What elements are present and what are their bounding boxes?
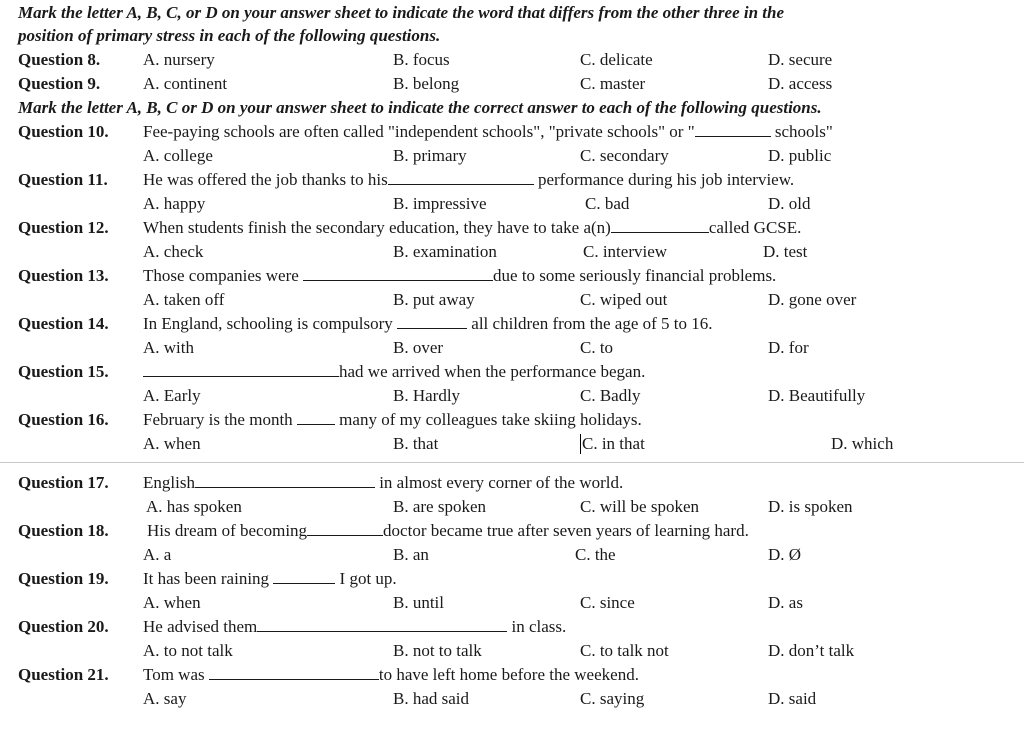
option-c[interactable]: C. master [580,74,646,93]
question-12 [0,216,1024,240]
question-13 [0,264,1024,288]
option-d[interactable]: D. public [768,146,832,165]
option-b[interactable]: B. not to talk [393,641,482,660]
option-a[interactable]: A. say [143,689,187,708]
question-label: Question 13. [18,266,109,285]
option-b[interactable]: B. belong [393,74,460,93]
question-text: English in almost every corner of the world. [143,473,624,492]
option-d[interactable]: D. old [768,194,811,213]
option-a[interactable]: A. college [143,146,213,165]
instruction-stress-line1: Mark the letter A, B, C, or D on your answer sheet to indicate the word that differs from the other three in the [18,3,785,22]
question-text: His dream of becoming doctor became true after seven years of learning hard. [147,521,749,540]
question-21 [0,663,1024,687]
option-b[interactable]: B. that [393,434,439,453]
answer-blank[interactable] [257,615,507,632]
answer-blank[interactable] [303,264,493,281]
option-a[interactable]: A. taken off [143,290,225,309]
answer-blank[interactable] [273,567,335,584]
text-cursor [580,434,581,454]
option-b[interactable]: B. impressive [393,194,487,213]
question-text: Those companies were due to some seriously financial problems. [143,266,777,285]
option-c[interactable]: C. bad [585,194,630,213]
answer-blank[interactable] [209,663,379,680]
question-label: Question 16. [18,410,109,429]
question-text: He was offered the job thanks to his performance during his job interview. [143,170,795,189]
option-c[interactable]: C. since [580,593,635,612]
question-text: In England, schooling is compulsory all children from the age of 5 to 16. [143,314,713,333]
option-a[interactable]: A. nursery [143,50,215,69]
option-b[interactable]: B. are spoken [393,497,487,516]
option-d[interactable]: D. access [768,74,833,93]
options-13 [0,288,1024,312]
answer-blank[interactable] [195,471,375,488]
option-b[interactable]: B. examination [393,242,497,261]
option-c[interactable]: C. interview [583,242,668,261]
option-b[interactable]: B. had said [393,689,470,708]
option-a[interactable]: A. to not talk [143,641,233,660]
question-10 [0,120,1024,144]
question-11 [0,168,1024,192]
option-b[interactable]: B. until [393,593,445,612]
options-20 [0,639,1024,663]
instruction-stress-line2: position of primary stress in each of the following questions. [18,26,441,45]
question-label: Question 18. [18,521,109,540]
question-label: Question 11. [18,170,108,189]
question-14 [0,312,1024,336]
option-c[interactable]: C. secondary [580,146,669,165]
option-a[interactable]: A. when [143,593,201,612]
question-17 [0,471,1024,495]
option-d[interactable]: D. is spoken [768,497,853,516]
option-a[interactable]: A. check [143,242,204,261]
option-d[interactable]: D. secure [768,50,833,69]
answer-blank[interactable] [397,312,467,329]
option-b[interactable]: B. an [393,545,429,564]
answer-blank[interactable] [297,408,335,425]
answer-blank[interactable] [143,360,339,377]
options-9 [0,72,1024,96]
question-label: Question 19. [18,569,109,588]
options-11 [0,192,1024,216]
option-c[interactable]: C. to talk not [580,641,669,660]
option-c[interactable]: C. the [575,545,616,564]
answer-blank[interactable] [307,519,383,536]
question-label: Question 14. [18,314,109,333]
option-d[interactable]: D. said [768,689,817,708]
option-d[interactable]: D. don’t talk [768,641,855,660]
question-text: It has been raining I got up. [143,569,397,588]
option-c[interactable]: C. wiped out [580,290,668,309]
option-c[interactable]: C. Badly [580,386,641,405]
option-a[interactable]: A. Early [143,386,201,405]
question-label: Question 20. [18,617,109,636]
option-c[interactable]: C. will be spoken [580,497,699,516]
question-text: had we arrived when the performance began. [143,360,645,384]
option-d[interactable]: D. which [831,434,894,453]
question-label: Question 10. [18,122,109,141]
option-b[interactable]: B. put away [393,290,475,309]
question-text: February is the month many of my colleagues take skiing holidays. [143,410,642,429]
option-a[interactable]: A. a [143,545,172,564]
question-label: Question 8. [18,50,101,69]
option-d[interactable]: D. gone over [768,290,857,309]
option-a[interactable]: A. when [143,434,201,453]
options-15 [0,384,1024,408]
options-18 [0,543,1024,567]
options-17 [0,495,1024,519]
option-c[interactable]: C. in that [582,434,645,453]
answer-blank[interactable] [695,120,771,137]
answer-blank[interactable] [611,216,709,233]
option-a[interactable]: A. happy [143,194,206,213]
option-d[interactable]: D. Beautifully [768,386,866,405]
option-a[interactable]: A. continent [143,74,228,93]
question-label: Question 9. [18,74,101,93]
question-text: When students finish the secondary education, they have to take a(n) called GCSE. [143,218,802,237]
question-text: He advised them in class. [143,617,567,636]
option-c[interactable]: C. delicate [580,50,653,69]
options-19 [0,591,1024,615]
option-a[interactable]: A. with [143,338,194,357]
question-text: Fee-paying schools are often called "independent schools", "private schools" or " schools" [143,122,833,141]
options-16 [0,432,1024,456]
option-b[interactable]: B. Hardly [393,386,461,405]
section-divider [0,462,1024,463]
options-14 [0,336,1024,360]
options-8 [0,48,1024,72]
option-c[interactable]: C. to [580,338,614,357]
question-19 [0,567,1024,591]
option-b[interactable]: B. primary [393,146,467,165]
question-label: Question 17. [18,473,109,492]
option-d[interactable]: D. for [768,338,809,357]
options-21 [0,687,1024,711]
question-15 [0,360,1024,384]
option-b[interactable]: B. over [393,338,444,357]
question-20 [0,615,1024,639]
option-d[interactable]: D. Ø [768,545,802,564]
option-d[interactable]: D. as [768,593,803,612]
question-label: Question 15. [18,362,109,381]
question-text: Tom was to have left home before the weekend. [143,665,639,684]
question-18 [0,519,1024,543]
option-a[interactable]: A. has spoken [146,497,242,516]
option-c[interactable]: C. saying [580,689,645,708]
question-label: Question 12. [18,218,109,237]
answer-blank[interactable] [388,168,534,185]
option-b[interactable]: B. focus [393,50,450,69]
option-d[interactable]: D. test [763,242,808,261]
options-10 [0,144,1024,168]
question-16 [0,408,1024,432]
instruction-correct-answer: Mark the letter A, B, C or D on your answer sheet to indicate the correct answer to each of the following questions. [18,98,822,117]
options-12 [0,240,1024,264]
question-label: Question 21. [18,665,109,684]
